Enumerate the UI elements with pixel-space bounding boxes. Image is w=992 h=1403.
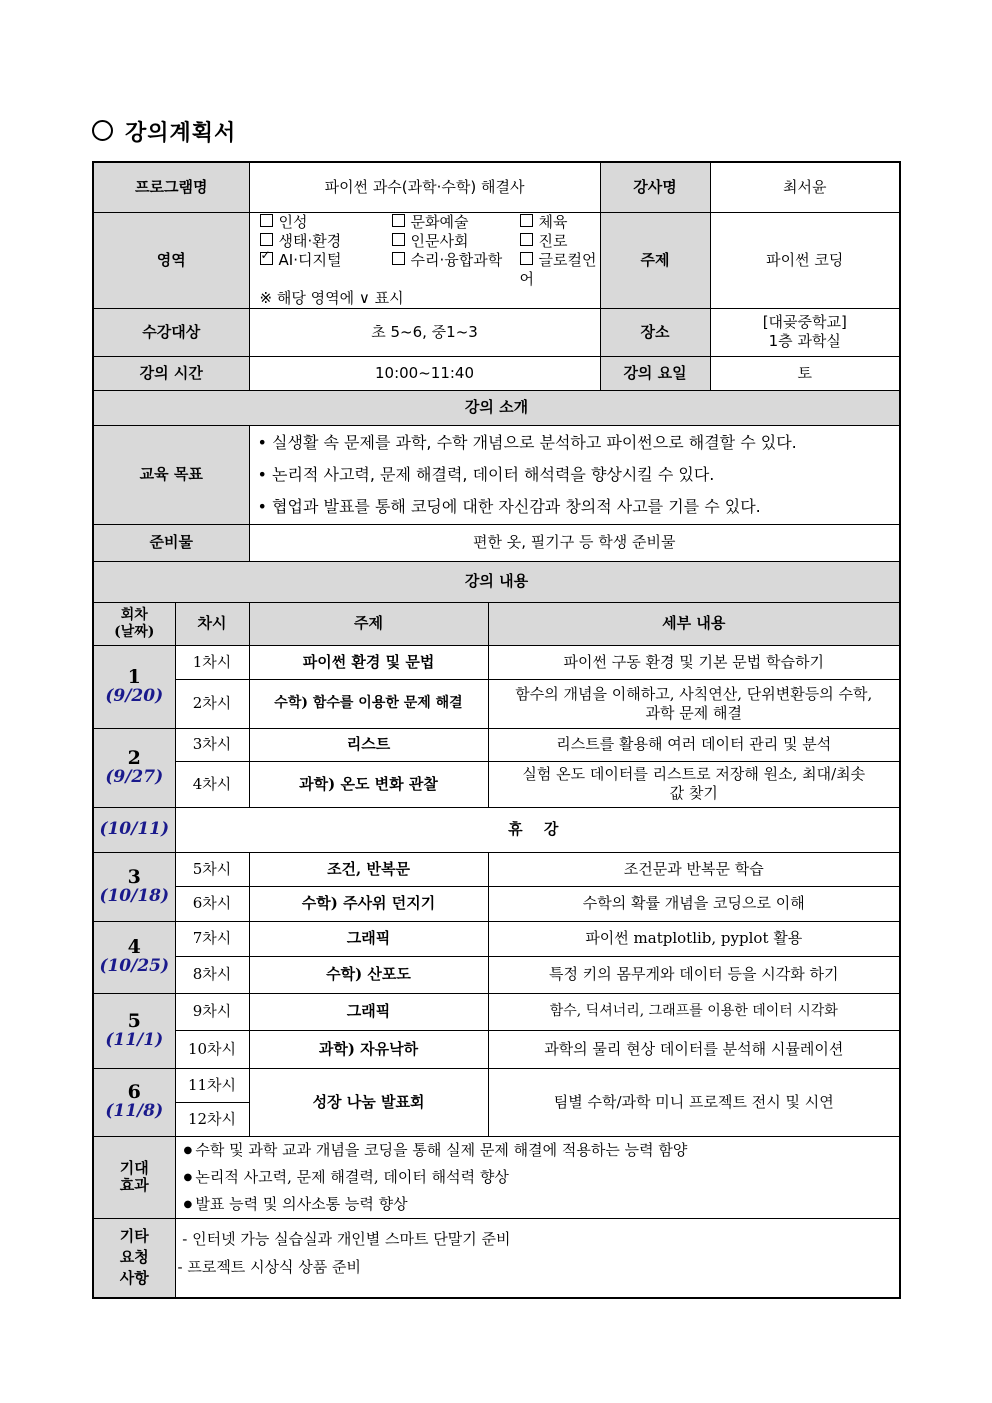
area-options	[249, 212, 600, 308]
instructor-label: 강사명	[600, 162, 710, 212]
topic-cell: 과학) 자유낙하	[249, 1030, 488, 1068]
area-option[interactable]	[520, 213, 601, 232]
session-cell: 6차시	[175, 886, 249, 921]
area-option-label: 인문사회	[410, 231, 469, 250]
area-option[interactable]	[520, 232, 601, 251]
place-line-2: 1층 과학실	[768, 332, 841, 350]
topic-cell: 수학) 주사위 던지기	[249, 886, 488, 921]
program-row	[93, 162, 900, 212]
area-option-label: 문화예술	[410, 212, 469, 231]
time-row	[93, 356, 900, 390]
program-value: 파이썬 과수(과학·수학) 해결사	[249, 162, 600, 212]
target-row	[93, 308, 900, 356]
day-value: 토	[710, 356, 900, 390]
content-heading-row	[93, 561, 900, 602]
effects-label: 기대 효과	[93, 1136, 175, 1218]
topic-cell: 수학) 산포도	[249, 956, 488, 993]
area-option[interactable]	[260, 213, 392, 232]
round-cell: 1 (9/20)	[93, 645, 175, 728]
detail-cell: 조건문과 반복문 학습	[488, 852, 900, 886]
detail-cell: 리스트를 활용해 여러 데이터 관리 및 분석	[488, 728, 900, 761]
table-row	[93, 645, 900, 679]
topic-value: 파이썬 코딩	[710, 212, 900, 308]
goal-list	[250, 427, 900, 523]
effects-list-cell	[175, 1136, 900, 1218]
topic-cell: 성장 나눔 발표회	[249, 1068, 488, 1136]
detail-cell: 함수의 개념을 이해하고, 사칙연산, 단위변환등의 수학, 과학 문제 해결	[488, 679, 900, 728]
lecture-plan-table	[92, 161, 901, 1299]
intro-heading: 강의 소개	[93, 390, 900, 425]
area-option-label: 진로	[538, 231, 568, 250]
table-row	[93, 956, 900, 993]
requests-label: 기타 요청 사항	[93, 1218, 175, 1298]
requests-list-cell	[175, 1218, 900, 1298]
round-cell: 2 (9/27)	[93, 728, 175, 807]
session-cell: 3차시	[175, 728, 249, 761]
effect-item: ● 논리적 사고력, 문제 해결력, 데이터 해석력 향상	[176, 1164, 900, 1191]
effect-item: ● 발표 능력 및 의사소통 능력 향상	[176, 1191, 900, 1218]
checkbox-icon[interactable]	[520, 252, 533, 265]
session-cell: 7차시	[175, 921, 249, 956]
effects-row	[93, 1136, 900, 1218]
topic-cell: 조건, 반복문	[249, 852, 488, 886]
break-label: 휴 강	[175, 807, 900, 852]
time-value: 10:00~11:40	[249, 356, 600, 390]
area-option[interactable]	[260, 251, 392, 289]
table-row	[93, 921, 900, 956]
area-option-label: AI·디지털	[278, 250, 342, 269]
round-cell: 4 (10/25)	[93, 921, 175, 993]
area-option-label: 글로컬언어	[519, 250, 597, 288]
detail-cell: 수학의 확률 개념을 코딩으로 이해	[488, 886, 900, 921]
table-row	[93, 679, 900, 728]
round-cell: (10/11)	[93, 807, 175, 852]
checkbox-icon[interactable]	[392, 252, 405, 265]
target-value: 초 5~6, 중1~3	[249, 308, 600, 356]
table-row	[93, 761, 900, 807]
table-row	[93, 886, 900, 921]
session-cell: 10차시	[175, 1030, 249, 1068]
topic-cell: 리스트	[249, 728, 488, 761]
area-option-label: 수리·융합과학	[410, 250, 503, 269]
checked-checkbox-icon[interactable]	[260, 252, 273, 265]
area-option-label: 생태·환경	[278, 231, 342, 250]
detail-cell: 함수, 딕셔너리, 그래프를 이용한 데이터 시각화	[488, 993, 900, 1030]
goal-item: • 협업과 발표를 통해 코딩에 대한 자신감과 창의적 사고를 기를 수 있다.	[250, 491, 900, 523]
area-option[interactable]	[392, 232, 520, 251]
area-option[interactable]	[520, 251, 601, 289]
round-cell: 5 (11/1)	[93, 993, 175, 1068]
goal-item: • 논리적 사고력, 문제 해결력, 데이터 해석력을 향상시킬 수 있다.	[250, 459, 900, 491]
topic-cell: 그래픽	[249, 921, 488, 956]
area-checkbox-grid	[260, 213, 596, 308]
topic-label: 주제	[600, 212, 710, 308]
target-label: 수강대상	[93, 308, 249, 356]
day-label: 강의 요일	[600, 356, 710, 390]
table-row	[93, 1030, 900, 1068]
session-cell: 8차시	[175, 956, 249, 993]
detail-cell: 파이썬 구동 환경 및 기본 문법 학습하기	[488, 645, 900, 679]
request-item: - 인터넷 가능 실습실과 개인별 스마트 단말기 준비	[177, 1229, 511, 1248]
topic-cell: 그래픽	[249, 993, 488, 1030]
session-cell: 1차시	[175, 645, 249, 679]
instructor-value: 최서윤	[710, 162, 900, 212]
effects-list	[176, 1137, 900, 1218]
area-row	[93, 212, 900, 308]
round-cell: 3 (10/18)	[93, 852, 175, 921]
goal-list-cell	[249, 425, 900, 524]
document-title: 강의계획서	[92, 116, 236, 147]
session-cell: 5차시	[175, 852, 249, 886]
session-cell: 4차시	[175, 761, 249, 807]
materials-row	[93, 524, 900, 561]
checkbox-icon[interactable]	[392, 233, 405, 246]
goal-label: 교육 목표	[93, 425, 249, 524]
area-option[interactable]	[260, 232, 392, 251]
area-option[interactable]	[392, 251, 520, 289]
requests-list	[178, 1225, 900, 1281]
intro-heading-row	[93, 390, 900, 425]
checkbox-icon[interactable]	[392, 214, 405, 227]
detail-cell: 파이썬 matplotlib, pyplot 활용	[488, 921, 900, 956]
materials-label: 준비물	[93, 524, 249, 561]
content-column-headers	[93, 602, 900, 645]
detail-cell: 실험 온도 데이터를 리스트로 저장해 원소, 최대/최솟값 찾기	[488, 761, 900, 807]
topic-cell: 과학) 온도 변화 관찰	[249, 761, 488, 807]
session-cell: 11차시	[175, 1068, 249, 1102]
table-row	[93, 993, 900, 1030]
col-detail-header: 세부 내용	[488, 602, 900, 645]
area-label: 영역	[93, 212, 249, 308]
detail-cell: 과학의 물리 현상 데이터를 분석해 시뮬레이션	[488, 1030, 900, 1068]
session-cell: 2차시	[175, 679, 249, 728]
requests-row	[93, 1218, 900, 1298]
effect-item: ● 수학 및 과학 교과 개념을 코딩을 통해 실제 문제 해결에 적용하는 능력 함양	[176, 1137, 900, 1164]
session-cell: 12차시	[175, 1102, 249, 1136]
area-note: ※ 해당 영역에 ∨ 표시	[259, 288, 404, 307]
round-cell: 6 (11/8)	[93, 1068, 175, 1136]
topic-cell: 파이썬 환경 및 문법	[249, 645, 488, 679]
request-item: - 프로젝트 시상식 상품 준비	[177, 1257, 362, 1276]
session-cell: 9차시	[175, 993, 249, 1030]
content-heading: 강의 내용	[93, 561, 900, 602]
col-round-header: 회차 (날짜)	[93, 602, 175, 645]
area-option[interactable]	[392, 213, 520, 232]
place-line-1: [대곶중학교]	[762, 313, 847, 331]
materials-value: 편한 옷, 필기구 등 학생 준비물	[249, 524, 900, 561]
circle-bullet-icon	[92, 120, 113, 141]
checkbox-icon[interactable]	[520, 233, 533, 246]
place-label: 장소	[600, 308, 710, 356]
checkbox-icon[interactable]	[260, 214, 273, 227]
area-option-label: 체육	[538, 212, 568, 231]
col-session-header: 차시	[175, 602, 249, 645]
place-value	[710, 308, 900, 356]
checkbox-icon[interactable]	[260, 233, 273, 246]
topic-cell: 수학) 함수를 이용한 문제 해결	[249, 679, 488, 728]
col-topic-header: 주제	[249, 602, 488, 645]
checkbox-icon[interactable]	[520, 214, 533, 227]
time-label: 강의 시간	[93, 356, 249, 390]
area-option-label: 인성	[278, 212, 308, 231]
table-row	[93, 728, 900, 761]
table-row	[93, 852, 900, 886]
goal-item: • 실생활 속 문제를 과학, 수학 개념으로 분석하고 파이썬으로 해결할 수 있다.	[250, 427, 900, 459]
table-row	[93, 1068, 900, 1102]
goals-row	[93, 425, 900, 524]
detail-cell: 특정 키의 몸무게와 데이터 등을 시각화 하기	[488, 956, 900, 993]
break-row	[93, 807, 900, 852]
detail-cell: 팀별 수학/과학 미니 프로젝트 전시 및 시연	[488, 1068, 900, 1136]
program-label: 프로그램명	[93, 162, 249, 212]
